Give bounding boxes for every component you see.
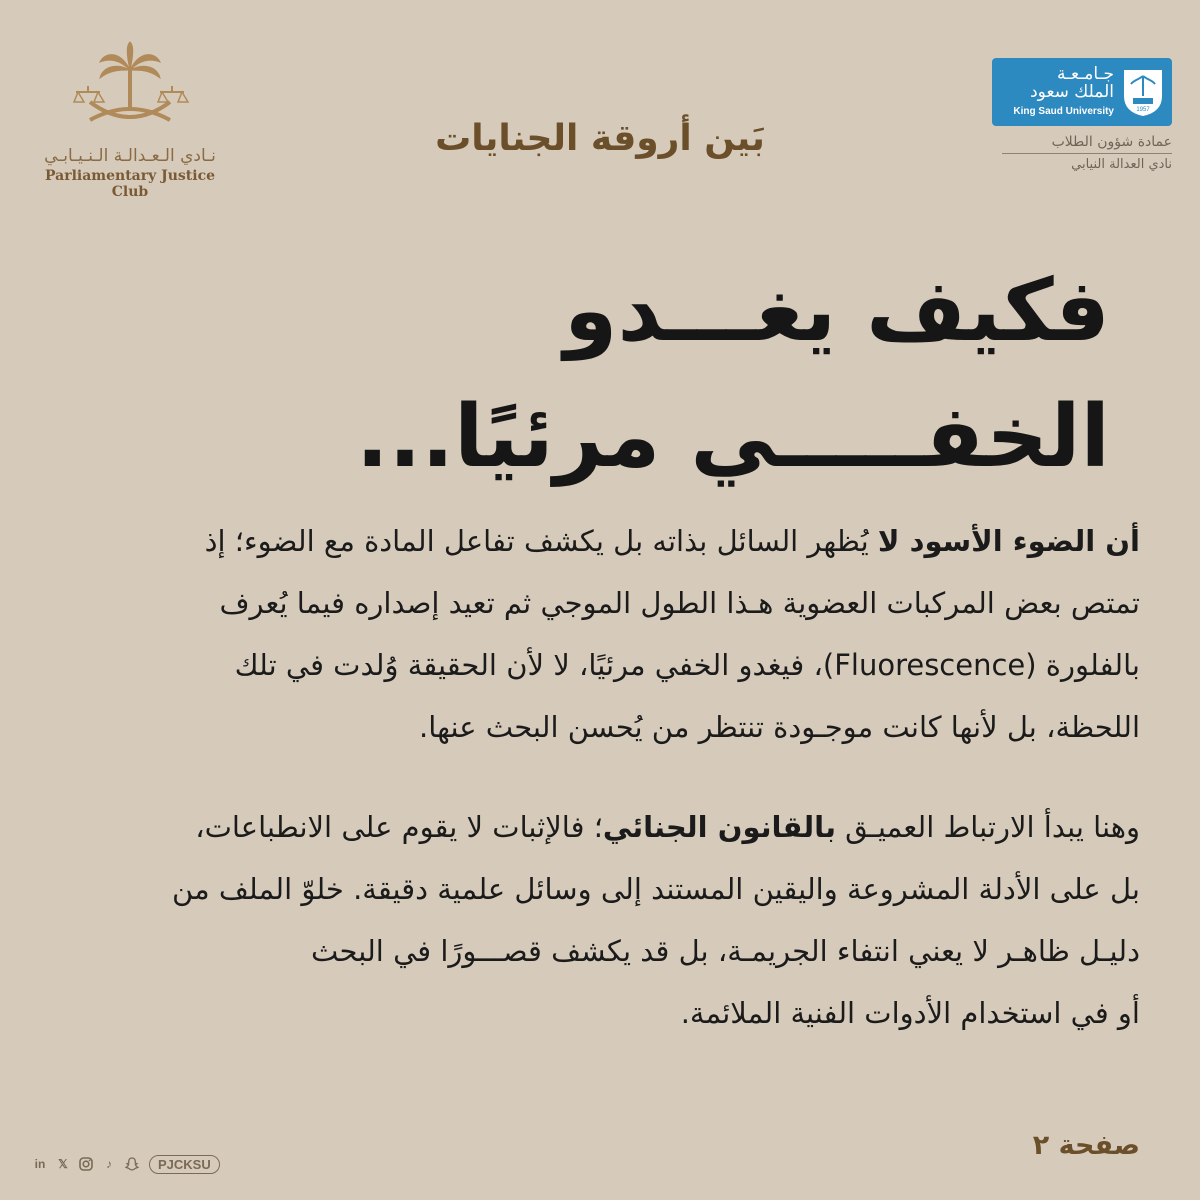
ksu-seal-year: 1957 — [1136, 107, 1150, 113]
club-english-name: Parliamentary Justice Club — [44, 168, 216, 200]
x-icon[interactable]: 𝕏 — [58, 1157, 68, 1171]
paragraph-2 — [60, 796, 1140, 1044]
bold-phrase-criminal-law: بالقانون الجنائي — [602, 810, 836, 844]
ksu-english-name: King Saud University — [1013, 106, 1114, 117]
snapchat-icon[interactable] — [122, 1154, 142, 1174]
headline-line-1: فكيف يغـــدو — [564, 261, 1110, 361]
paragraph-1-line-3: بالفلورة (Fluorescence)، فيغدو الخفي مرئيًا، لا لأن الحقيقة وُلدت في تلك — [234, 648, 1140, 682]
parliamentary-justice-club-logo — [30, 40, 230, 200]
paragraph-2-line-1-pre: وهنا يبدأ الارتباط العميـق — [835, 810, 1140, 844]
social-media-bar — [30, 1148, 220, 1180]
paragraph-1 — [60, 510, 1140, 758]
bold-phrase-black-light: أن الضوء الأسود لا — [877, 524, 1140, 558]
instagram-icon[interactable] — [76, 1154, 96, 1174]
main-headline — [290, 248, 1110, 500]
king-saud-university-logo — [977, 58, 1172, 178]
paragraph-2-line-1-post: ؛ فالإثبات لا يقوم على الانطباعات، — [195, 810, 603, 844]
social-handle[interactable]: PJCKSU — [149, 1155, 220, 1174]
paragraph-1-line-4: اللحظة، بل لأنها كانت موجـودة تنتظر من يُحسن البحث عنها. — [419, 710, 1140, 744]
paragraph-1-line-2: تمتص بعض المركبات العضوية هـذا الطول الموجي ثم تعيد إصداره فيما يُعرف — [219, 586, 1140, 620]
ksu-seal-icon — [1120, 66, 1166, 118]
ksu-club-name: نادي العدالة النيابي — [1071, 157, 1172, 172]
club-arabic-name: نـادي الـعـدالـة الـنـيـابـي — [44, 146, 216, 166]
paragraph-1-line-1-rest: يُظهر السائل بذاته بل يكشف تفاعل المادة مع الضوء؛ إذ — [204, 524, 878, 558]
ksu-arabic-line2: الملك سعود — [1030, 82, 1114, 102]
paragraph-2-line-1 — [60, 796, 1140, 858]
header-title: بَين أروقة الجنايات — [435, 118, 765, 159]
body-text — [60, 510, 1140, 1082]
ksu-arabic-line1: جـامـعـة — [1056, 64, 1114, 84]
palm-swords-scales-emblem — [70, 40, 190, 140]
page-number-label: صفحة ٢ — [1032, 1130, 1140, 1161]
paragraph-2-line-2: بل على الأدلة المشروعة واليقين المستند إلى وسائل علمية دقيقة. خلوّ الملف من — [172, 872, 1140, 906]
paragraph-1-line-1 — [60, 510, 1140, 572]
tiktok-icon[interactable]: ♪ — [106, 1157, 112, 1171]
ksu-student-affairs: عمادة شؤون الطلاب — [1002, 134, 1172, 154]
headline-line-2: الخفـــــي مرئيًا... — [355, 387, 1110, 487]
paragraph-2-line-4: أو في استخدام الأدوات الفنية الملائمة. — [680, 996, 1140, 1030]
paragraph-2-line-3: دليـل ظاهـر لا يعني انتفاء الجريمـة، بل قد يكشف قصـــورًا في البحث — [311, 934, 1140, 968]
linkedin-icon[interactable]: in — [34, 1157, 46, 1171]
ksu-logo-box — [992, 58, 1172, 126]
